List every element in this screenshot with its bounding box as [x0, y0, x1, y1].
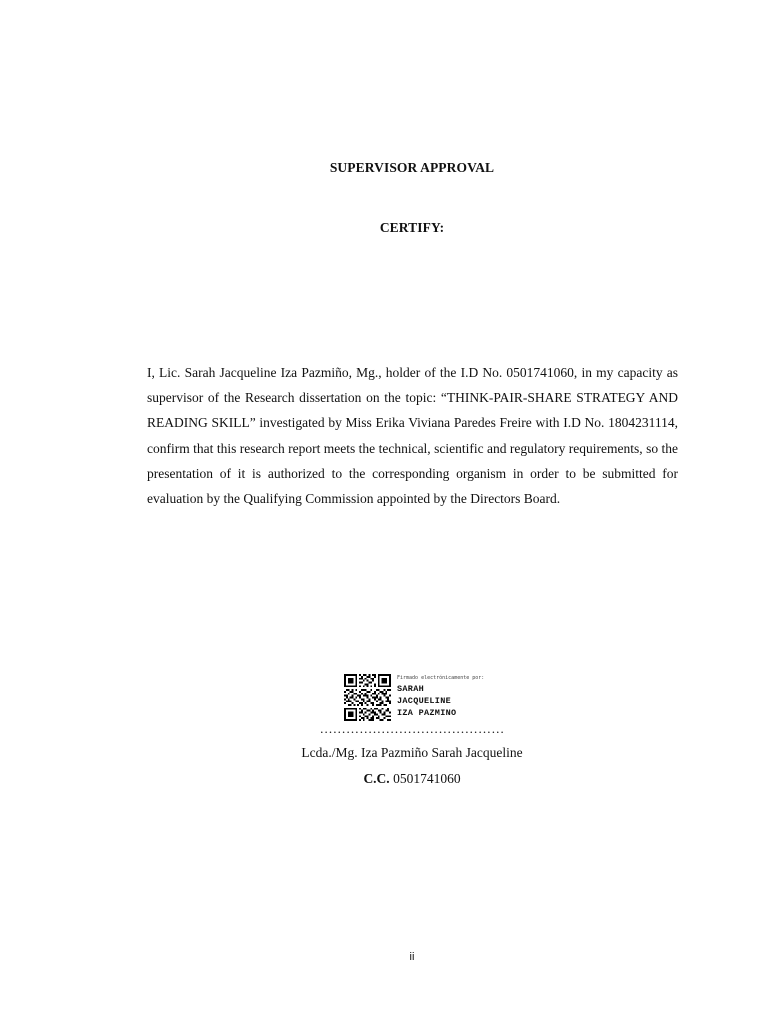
signer-id — [0, 771, 770, 787]
page-number: ii — [409, 951, 415, 963]
signature-line: …………………………………… — [319, 721, 505, 736]
signer-name: Lcda./Mg. Iza Pazmiño Sarah Jacqueline — [301, 745, 523, 760]
page-title: SUPERVISOR APPROVAL — [329, 160, 495, 175]
cc-number: 0501741060 — [393, 771, 461, 786]
certification-paragraph — [147, 360, 678, 511]
electronic-signature — [344, 673, 544, 721]
signature-name-line: JACQUELINE — [397, 696, 452, 706]
signature-name-line: IZA PAZMINO — [397, 708, 457, 718]
certification-text: I, Lic. Sarah Jacqueline Iza Pazmiño, Mg., holder of the I.D No. 0501741060, in my capacity as supervisor of the Research dissertation on the topic: “THINK-PAIR-SHARE STRATEGY AND READING SKILL” investigated by Miss Erika Viviana Paredes Freire with I.D No. 1804231114, confirm that this research report meets the technical, scientific and regulatory requirements, so the presentation of it is authorized to the corresponding organism in order to be submitted for evaluation by the Qualifying Commission appointed by the Directors Board. — [147, 365, 678, 507]
signature-name-line: SARAH — [397, 684, 425, 694]
signature-caption: Firmado electrónicamente por: — [397, 675, 485, 681]
qr-code-icon — [344, 674, 391, 721]
certify-heading: CERTIFY: — [379, 220, 445, 235]
cc-label: C.C. — [363, 771, 390, 786]
